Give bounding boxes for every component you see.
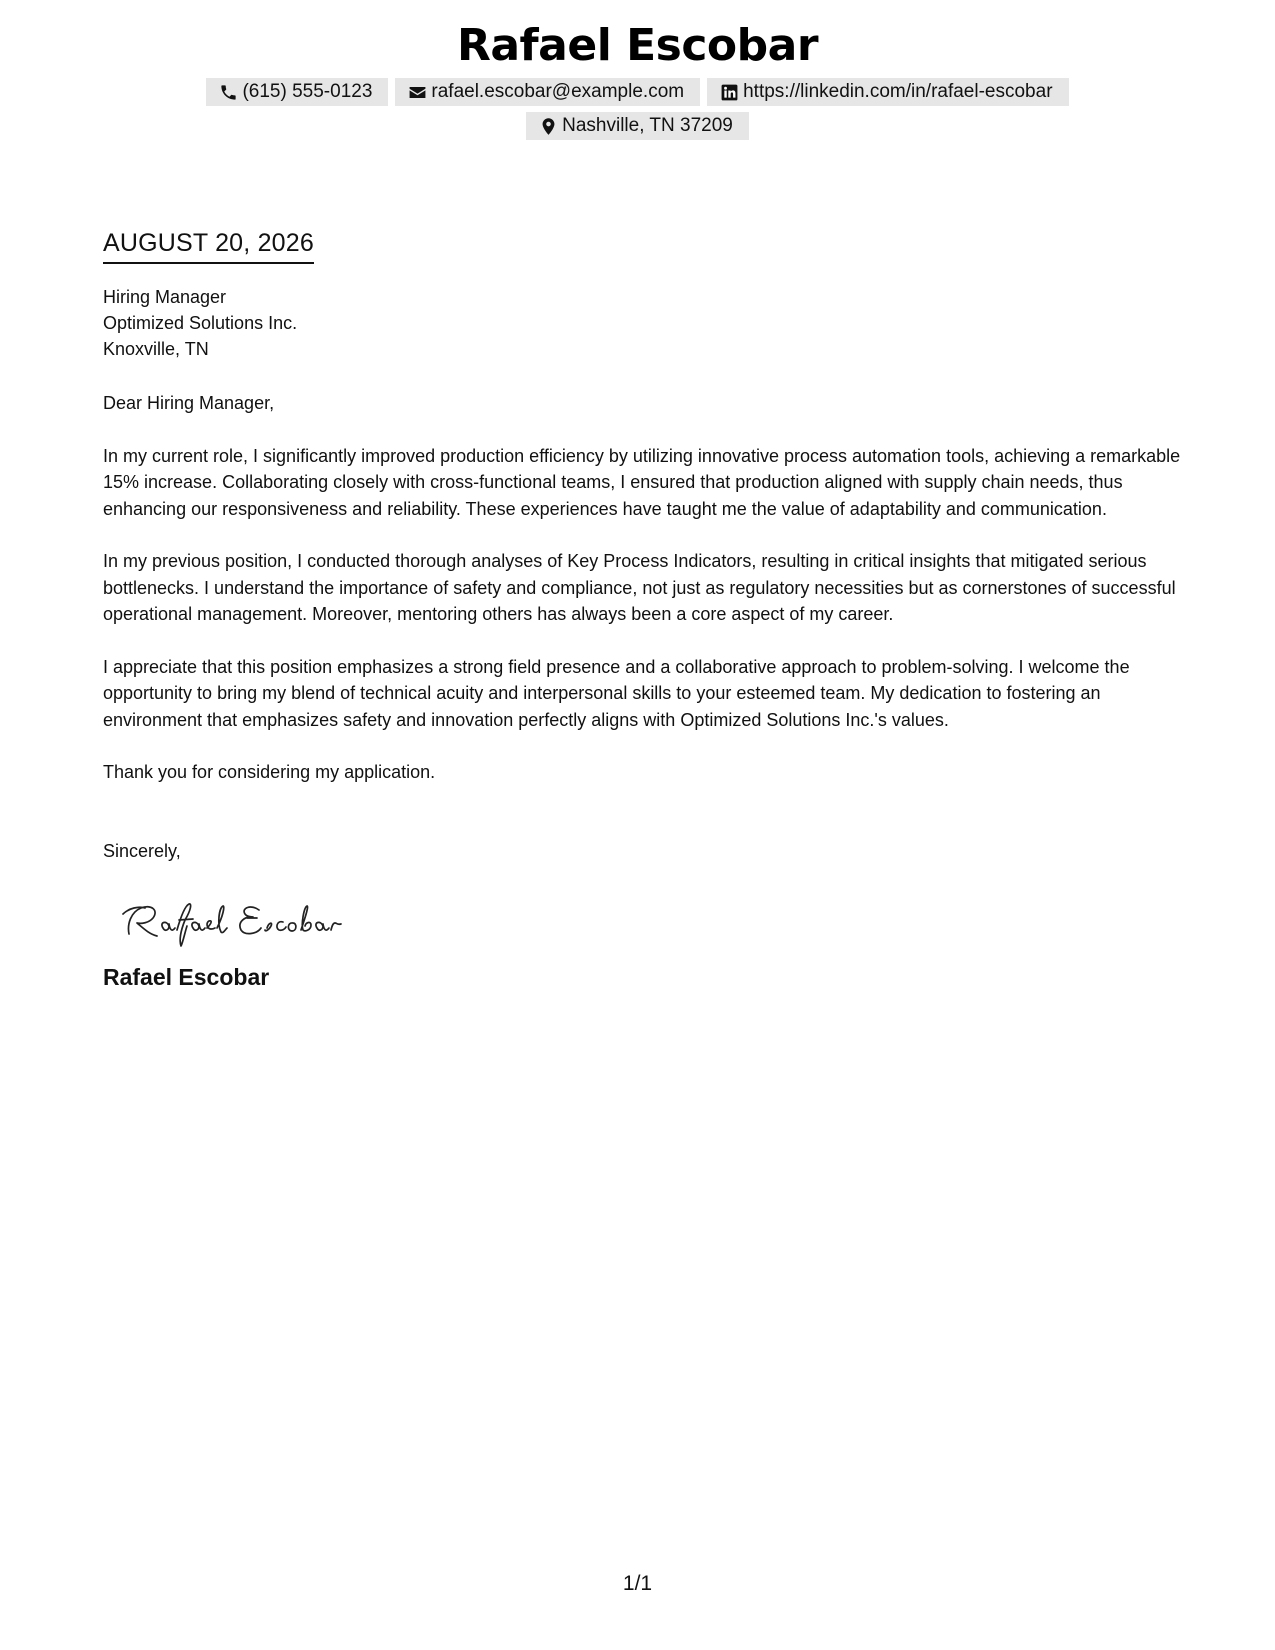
closing-line: Thank you for considering my application.: [103, 762, 436, 782]
body-paragraph-2: In my previous position, I conducted thorough analyses of Key Process Indicators, resulting in critical insights that mitigated serious bottlenecks. I understand the importance of safety and compliance, not just as regulatory necessities but as cornerstones of successful operational management. Moreover, mentoring others has always been a core aspect of my career.: [103, 551, 1176, 624]
contact-row: [0, 78, 1275, 106]
email-text[interactable]: rafael.escobar@example.com: [431, 81, 685, 102]
body-paragraph-1: In my current role, I significantly improved production efficiency by utilizing innovative process automation tools, achieving a remarkable 15% increase. Collaborating closely with cross-functional teams, I ensured that production aligned with supply chain needs, thus enhancing our responsiveness and reliability. These experiences have taught me the value of adaptability and communication.: [103, 445, 1181, 519]
signoff: Sincerely,: [103, 840, 181, 861]
letter-header: [0, 18, 1275, 140]
applicant-name: Rafael Escobar: [456, 20, 819, 71]
map-pin-icon: [539, 117, 558, 136]
salutation: Dear Hiring Manager,: [103, 393, 275, 413]
page-number: 1/1: [622, 1572, 653, 1595]
linkedin-chip[interactable]: [707, 78, 1068, 106]
recipient-location: Knoxville, TN: [103, 339, 209, 359]
phone-text: (615) 555-0123: [242, 81, 373, 102]
phone-icon: [219, 83, 238, 102]
location-chip: [526, 112, 749, 140]
recipient-title: Hiring Manager: [103, 287, 227, 307]
recipient-block: [103, 284, 1183, 362]
letter-body: [103, 226, 1183, 992]
linkedin-icon: [720, 83, 739, 102]
location-row: [0, 112, 1275, 140]
body-paragraph-3: I appreciate that this position emphasizes a strong field presence and a collaborative approach to problem-solving. I welcome the opportunity to bring my blend of technical acuity and interpersonal skills to your esteemed team. My dedication to fostering an environment that emphasizes safety and innovation perfectly aligns with Optimized Solutions Inc.'s values.: [103, 656, 1130, 730]
handwritten-signature: [119, 890, 1183, 952]
envelope-icon: [408, 83, 427, 102]
signer-name: Rafael Escobar: [103, 964, 270, 990]
letter-date: AUGUST 20, 2026: [103, 226, 314, 264]
phone-chip: [206, 78, 388, 106]
signature-graphic: [119, 890, 349, 952]
location-text: Nashville, TN 37209: [562, 115, 733, 136]
email-chip[interactable]: [395, 78, 700, 106]
linkedin-text[interactable]: https://linkedin.com/in/rafael-escobar: [743, 81, 1053, 102]
recipient-company: Optimized Solutions Inc.: [103, 313, 298, 333]
